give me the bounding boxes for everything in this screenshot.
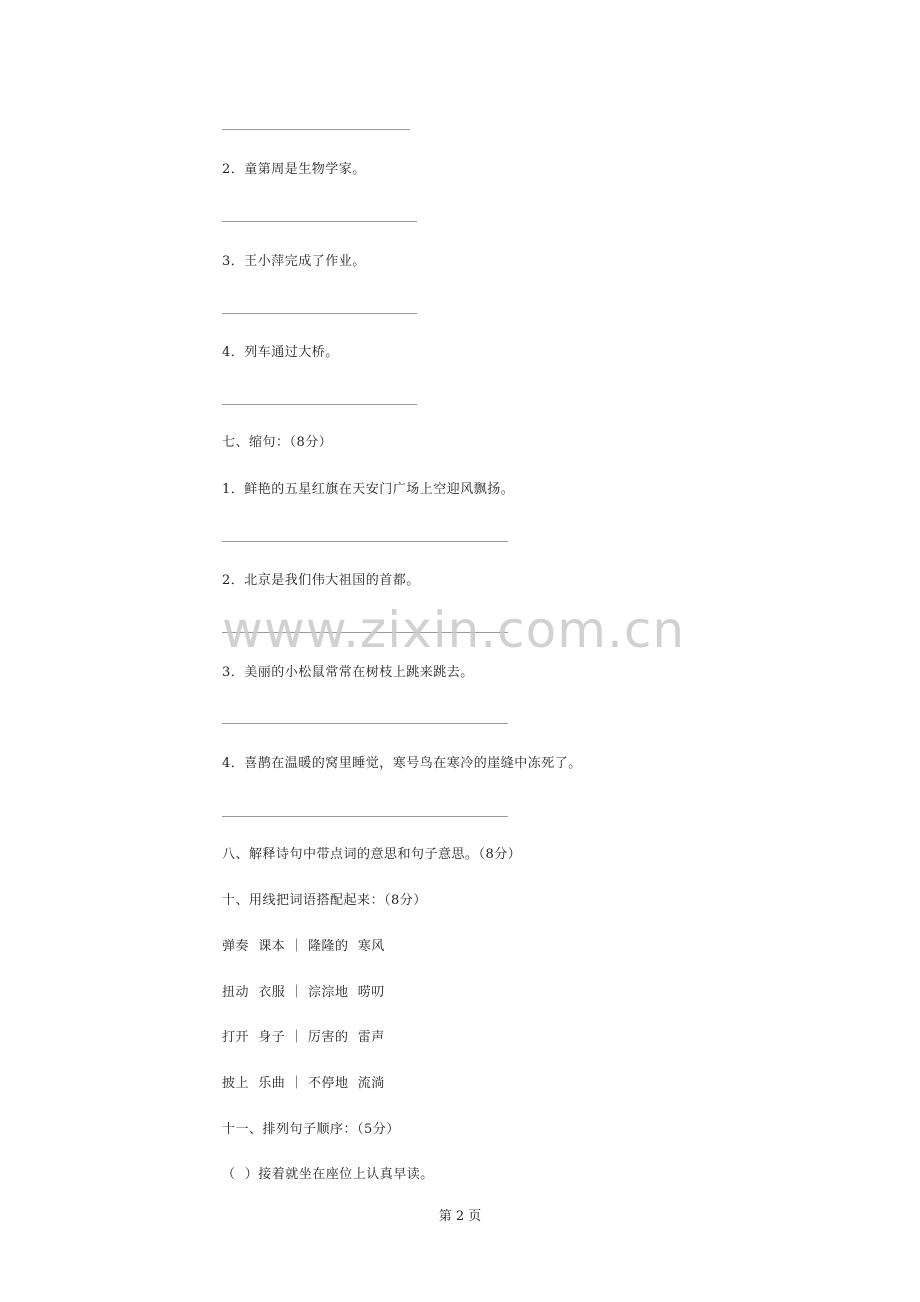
section-heading: 七、缩句：（8分） [222,435,333,450]
sentence-item: 4．列车通过大桥。 [222,345,339,360]
section-heading: 八、解释诗句中带点词的意思和句子意思。（8分） [222,847,522,862]
watermark: www.zixin.com.cn [222,601,686,659]
answer-line [222,541,508,542]
sentence-item: 3．美丽的小松鼠常常在树枝上跳来跳去。 [222,665,474,680]
answer-line [222,723,508,724]
answer-line [222,313,417,314]
sentence-item: （ ）接着就坐在座位上认真早读。 [222,1167,434,1182]
matching-row: 打开 身子 ｜ 厉害的 雷声 [222,1030,385,1045]
answer-line [222,221,417,222]
sentence-item: 2．童第周是生物学家。 [222,162,366,177]
matching-row: 弹奏 课本 ｜ 隆隆的 寒风 [222,939,385,954]
sentence-item: 4．喜鹊在温暖的窝里睡觉，寒号鸟在寒冷的崖缝中冻死了。 [222,756,582,771]
matching-row: 扭动 衣服 ｜ 淙淙地 唠叨 [222,985,385,1000]
answer-line [222,404,417,405]
sentence-item: 2．北京是我们伟大祖国的首都。 [222,573,420,588]
page-number: 第 2 页 [438,1209,482,1224]
answer-line [222,129,410,130]
answer-line [222,816,508,817]
section-heading: 十、用线把词语搭配起来：（8分） [222,893,427,908]
section-heading: 十一、排列句子顺序：（5分） [222,1122,400,1137]
sentence-item: 1．鲜艳的五星红旗在天安门广场上空迎风飘扬。 [222,482,515,497]
sentence-item: 3．王小萍完成了作业。 [222,254,366,269]
matching-row: 披上 乐曲 ｜ 不停地 流淌 [222,1076,385,1091]
